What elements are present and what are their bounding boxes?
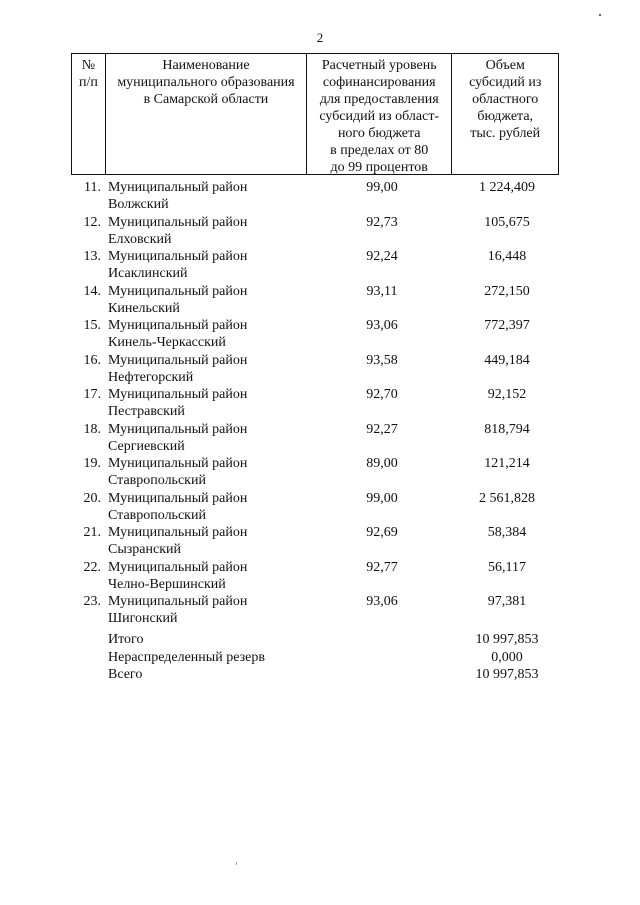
table-row bbox=[71, 214, 559, 249]
table-row bbox=[71, 386, 559, 421]
cofinancing-rate: 93,11 bbox=[366, 283, 398, 299]
cofinancing-rate: 89,00 bbox=[366, 456, 398, 471]
cofinancing-rate: 92,77 bbox=[366, 559, 398, 575]
reserve-row bbox=[71, 649, 559, 667]
cofinancing-rate: 99,00 bbox=[366, 180, 398, 195]
cofinancing-rate: 93,58 bbox=[366, 352, 398, 368]
municipality-name: Муниципальный район Сергиевский bbox=[108, 421, 248, 454]
table-row bbox=[71, 248, 559, 283]
cofinancing-rate: 93,06 bbox=[366, 594, 398, 609]
cofinancing-rate: 93,06 bbox=[366, 318, 398, 333]
cofinancing-rate: 92,73 bbox=[366, 214, 398, 230]
subsidy-amount: 58,384 bbox=[487, 525, 527, 540]
row-number: 15. bbox=[83, 318, 101, 333]
subsidy-amount: 92,152 bbox=[487, 387, 527, 402]
subsidy-amount: 1 224,409 bbox=[479, 180, 535, 195]
row-number: 14. bbox=[83, 283, 101, 299]
cofinancing-rate: 92,69 bbox=[366, 525, 398, 540]
table-header bbox=[71, 53, 559, 175]
grand-total-label: Всего bbox=[108, 667, 143, 682]
subsidy-amount: 818,794 bbox=[484, 421, 530, 437]
municipality-name: Муниципальный район Исаклинский bbox=[108, 249, 248, 281]
total-label: Итого bbox=[108, 632, 144, 647]
row-number: 17. bbox=[83, 387, 101, 402]
row-number: 20. bbox=[83, 490, 101, 506]
table-row bbox=[71, 179, 559, 214]
grand-total-row bbox=[71, 666, 559, 684]
subsidy-amount: 97,381 bbox=[487, 594, 527, 609]
table-row bbox=[71, 490, 559, 525]
row-number: 11. bbox=[84, 180, 101, 195]
table-totals bbox=[71, 631, 559, 684]
row-number: 21. bbox=[83, 525, 101, 540]
page-number: 2 bbox=[316, 30, 324, 45]
cofinancing-rate: 92,24 bbox=[366, 249, 398, 264]
total-amount: 10 997,853 bbox=[475, 632, 539, 647]
table-row bbox=[71, 524, 559, 559]
subsidy-amount: 772,397 bbox=[484, 318, 530, 333]
scan-speck bbox=[236, 862, 237, 865]
subsidy-amount: 2 561,828 bbox=[479, 490, 535, 506]
municipality-name: Муниципальный район Пестравский bbox=[108, 387, 248, 419]
table-row bbox=[71, 593, 559, 628]
header-number: № п/п bbox=[72, 54, 106, 174]
municipality-name: Муниципальный район Сызранский bbox=[108, 525, 248, 557]
municipality-name: Муниципальный район Кинель-Черкасский bbox=[108, 318, 248, 350]
header-cofinancing-level: Расчетный уровень софинансирования для предоставления субсидий из област- ного бюджета в пределах от 80 до 99 процентов bbox=[307, 54, 452, 174]
row-number: 19. bbox=[83, 456, 101, 471]
row-number: 12. bbox=[83, 214, 101, 230]
municipality-name: Муниципальный район Челно-Вершинский bbox=[108, 559, 248, 592]
row-number: 22. bbox=[83, 559, 101, 575]
table-row bbox=[71, 421, 559, 456]
table-row bbox=[71, 455, 559, 490]
municipality-name: Муниципальный район Ставропольский bbox=[108, 490, 248, 523]
subsidy-amount: 272,150 bbox=[484, 283, 530, 299]
header-municipality: Наименование муниципального образования в Самарской области bbox=[106, 54, 307, 174]
reserve-label: Нераспределенный резерв bbox=[108, 649, 265, 665]
row-number: 16. bbox=[83, 352, 101, 368]
table-row bbox=[71, 283, 559, 318]
municipality-name: Муниципальный район Ставропольский bbox=[108, 456, 248, 488]
table-row bbox=[71, 559, 559, 594]
municipality-name: Муниципальный район Елховский bbox=[108, 214, 248, 247]
table-body bbox=[71, 179, 559, 628]
municipality-name: Муниципальный район Шигонский bbox=[108, 594, 248, 626]
total-row bbox=[71, 631, 559, 649]
scan-speck bbox=[599, 14, 601, 16]
subsidy-amount: 56,117 bbox=[488, 559, 526, 575]
table-row bbox=[71, 317, 559, 352]
cofinancing-rate: 99,00 bbox=[366, 490, 398, 506]
municipality-name: Муниципальный район Нефтегорский bbox=[108, 352, 248, 385]
reserve-amount: 0,000 bbox=[491, 649, 523, 665]
subsidy-amount: 16,448 bbox=[487, 249, 527, 264]
subsidy-amount: 449,184 bbox=[484, 352, 530, 368]
subsidy-amount: 121,214 bbox=[484, 456, 530, 471]
row-number: 23. bbox=[83, 594, 101, 609]
table-row bbox=[71, 352, 559, 387]
subsidy-amount: 105,675 bbox=[484, 214, 530, 230]
grand-total-amount: 10 997,853 bbox=[475, 667, 539, 682]
cofinancing-rate: 92,27 bbox=[366, 421, 398, 437]
row-number: 18. bbox=[83, 421, 101, 437]
header-subsidy-amount: Объем субсидий из областного бюджета, тыс. рублей bbox=[469, 58, 542, 141]
row-number: 13. bbox=[83, 249, 101, 264]
municipality-name: Муниципальный район Кинельский bbox=[108, 283, 248, 316]
cofinancing-rate: 92,70 bbox=[366, 387, 398, 402]
municipality-name: Муниципальный район Волжский bbox=[108, 180, 248, 212]
